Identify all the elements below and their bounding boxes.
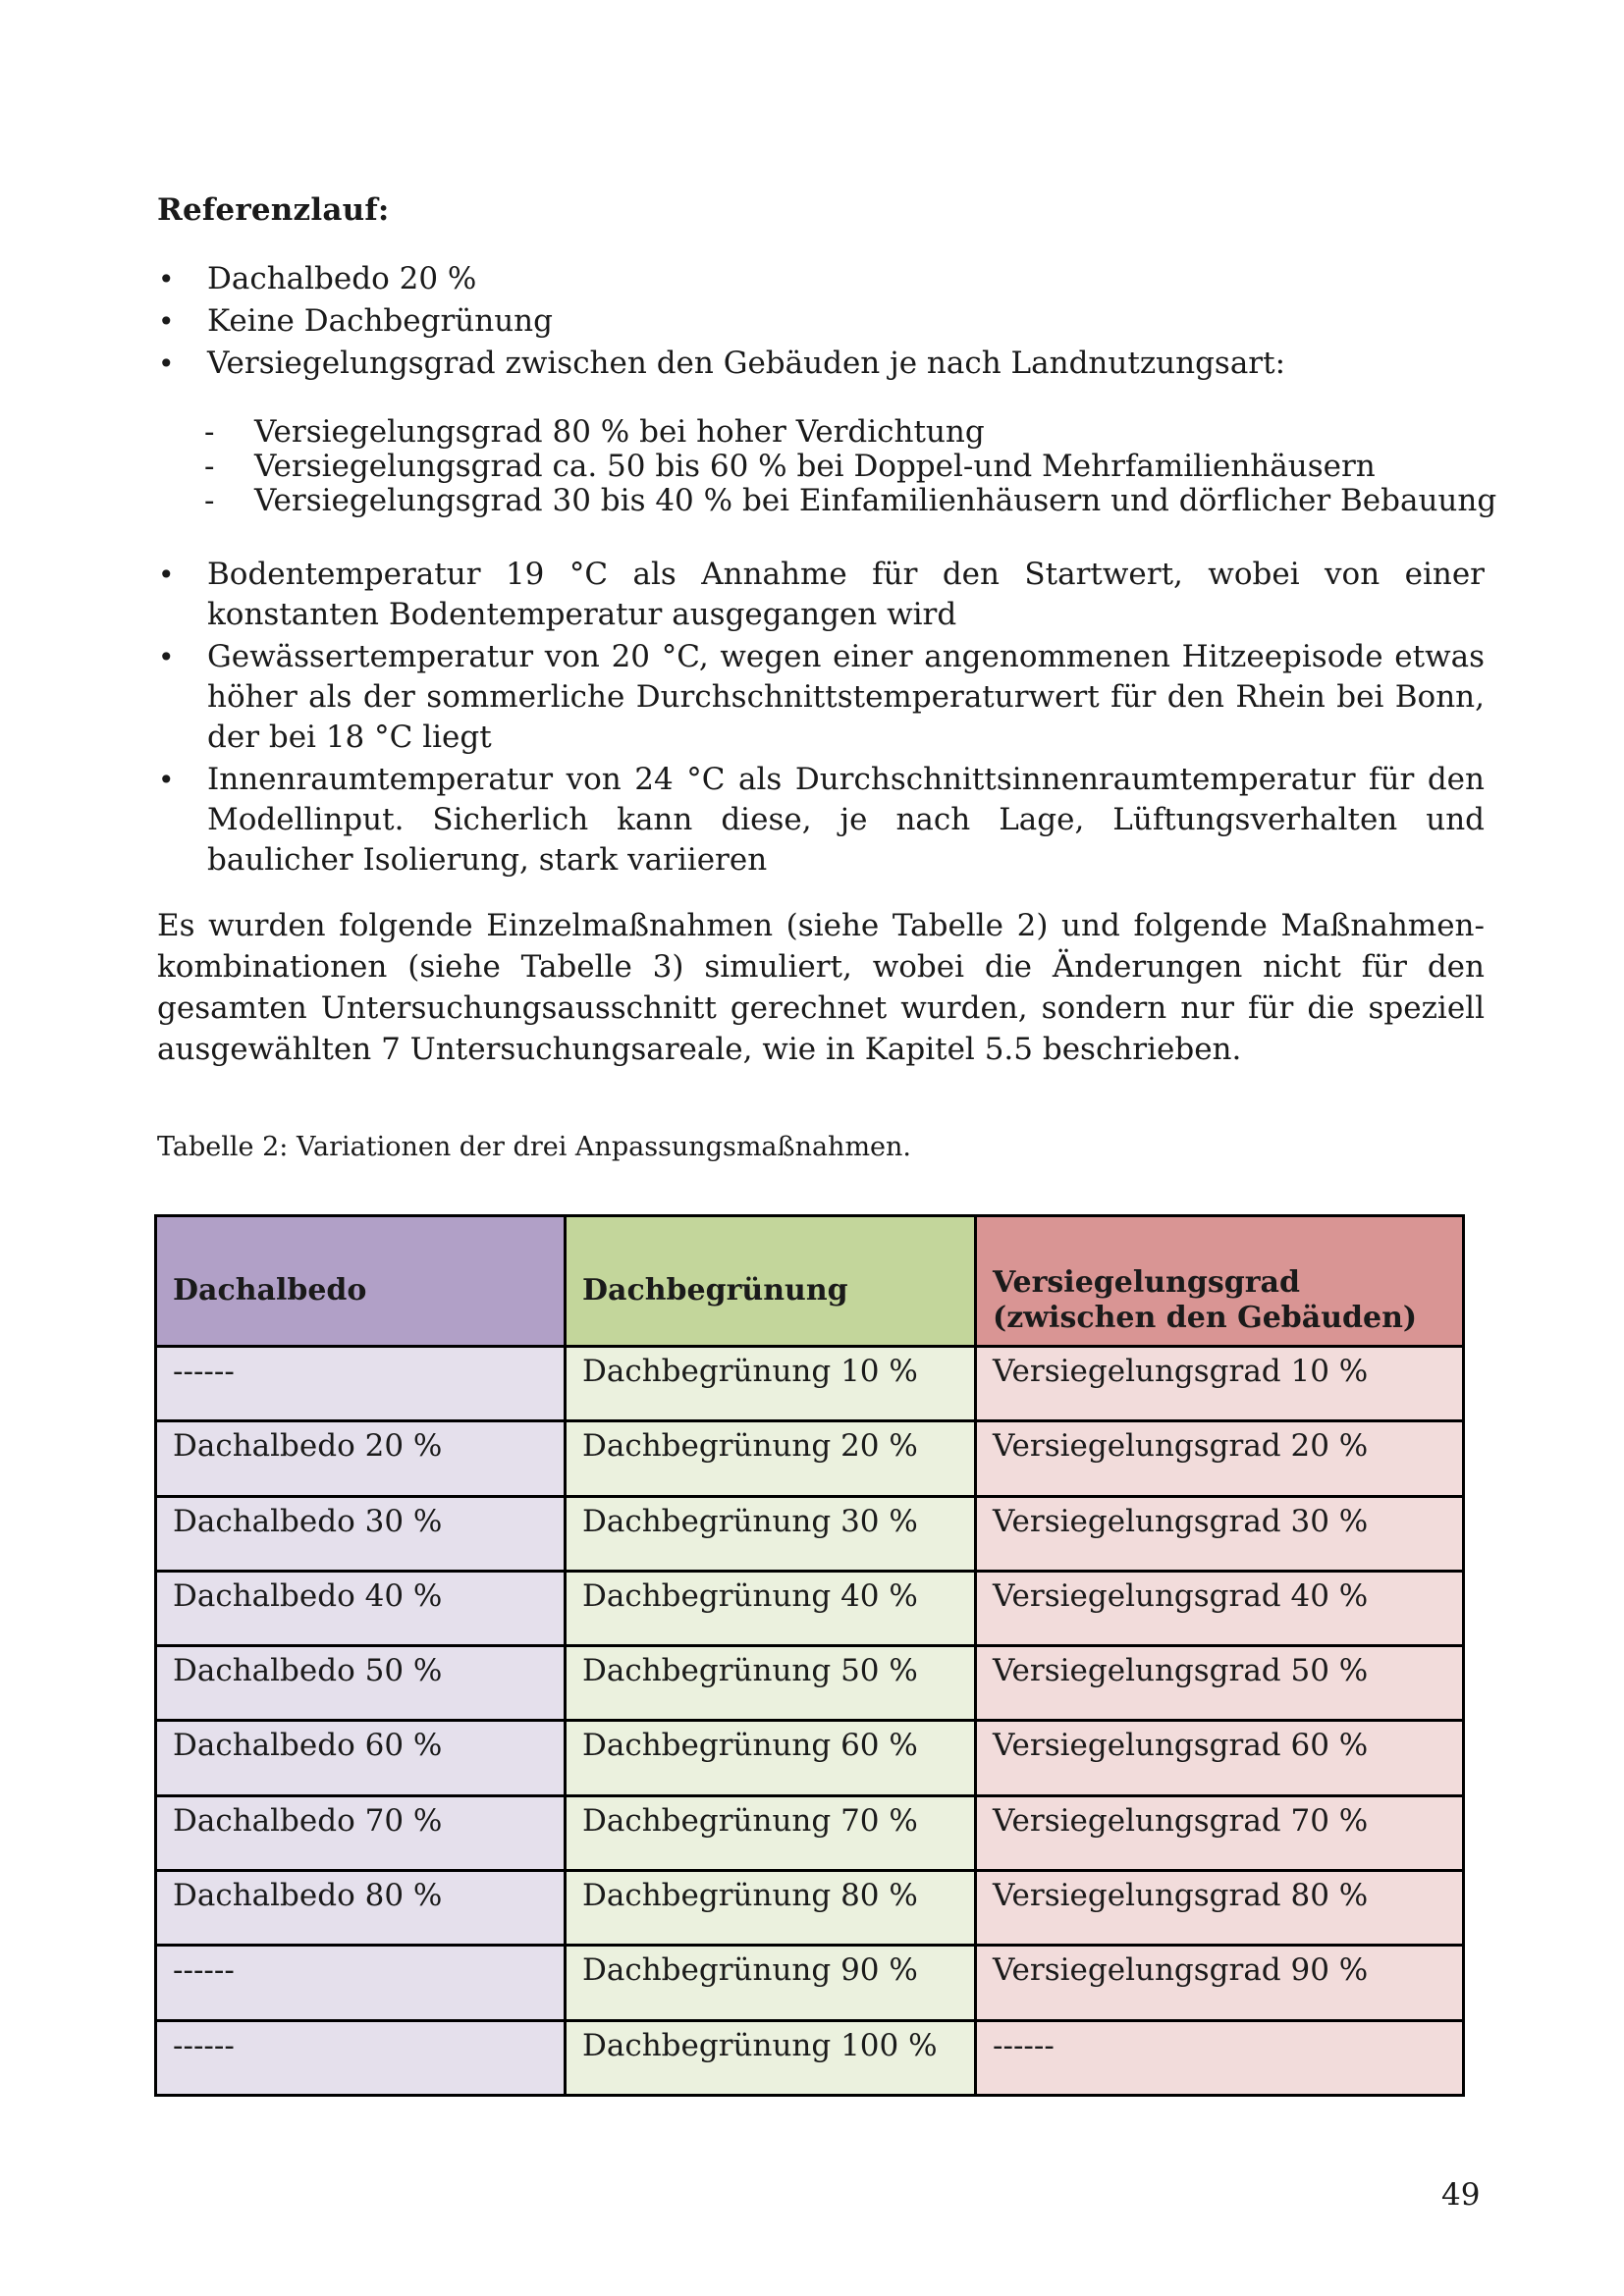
table-cell: Versiegelungsgrad 70 % (976, 1795, 1464, 1870)
sub-item: - Versiegelungsgrad 80 % bei hoher Verdichtung (204, 415, 1500, 450)
bullet-item: • Keine Dachbegrünung (157, 301, 1485, 342)
table-row (156, 1646, 1464, 1721)
table-cell: ------ (156, 1946, 566, 2020)
table-cell: Dachalbedo 80 % (156, 1871, 566, 1946)
table-cell: Dachbegrünung 70 % (566, 1795, 976, 1870)
table-cell: Dachalbedo 40 % (156, 1571, 566, 1645)
sub-item: - Versiegelungsgrad 30 bis 40 % bei Einfamilienhäusern und dörflicher Bebauung (204, 484, 1500, 518)
table-cell: Versiegelungsgrad 60 % (976, 1721, 1464, 1795)
table-cell: Dachbegrünung 100 % (566, 2020, 976, 2095)
table-cell: Dachalbedo 30 % (156, 1496, 566, 1571)
sub-item: - Versiegelungsgrad ca. 50 bis 60 % bei Doppel-und Mehrfamilienhäusern (204, 450, 1500, 484)
table-cell: Versiegelungsgrad 20 % (976, 1421, 1464, 1496)
table-row (156, 1347, 1464, 1421)
table-cell: Dachbegrünung 30 % (566, 1496, 976, 1571)
table-cell: Dachbegrünung 10 % (566, 1347, 976, 1421)
body-paragraph: Es wurden folgende Einzelmaßnahmen (siehe Tabelle 2) und folgende Maßnahmenkombinationen (siehe Tabelle 3) simuliert, wobei die Änderungen nicht für den gesamten Untersuchungsausschnitt gerechnet wurden, sondern nur für die speziell ausgewählten 7 Untersuchungsareale, wie in Kapitel 5.5 beschrieben. (157, 908, 1485, 1067)
table-cell: ------ (156, 1347, 566, 1421)
header-dachalbedo: Dachalbedo (156, 1216, 566, 1347)
bullet-item: • Versiegelungsgrad zwischen den Gebäuden je nach Landnutzungsart: (157, 344, 1485, 384)
table-cell: Dachalbedo 70 % (156, 1795, 566, 1870)
bullet-item: • Innenraumtemperatur von 24 °C als Durchschnittsinnenraumtemperatur für den Modellinput. Sicherlich kann diese, je nach Lage, Lüftungsverhalten und baulicher Isolierung, stark variieren (157, 760, 1485, 881)
table-row (156, 1721, 1464, 1795)
table-row (156, 1421, 1464, 1496)
bullet-item: • Gewässertemperatur von 20 °C, wegen einer angenommenen Hitzeepisode etwas höher als der sommerliche Durchschnittstemperaturwert für den Rhein bei Bonn, der bei 18 °C liegt (157, 637, 1485, 758)
table-cell: Versiegelungsgrad 10 % (976, 1347, 1464, 1421)
table-cell: Dachbegrünung 90 % (566, 1946, 976, 2020)
table-cell: Versiegelungsgrad 30 % (976, 1496, 1464, 1571)
table-row (156, 1946, 1464, 2020)
table-cell: Versiegelungsgrad 90 % (976, 1946, 1464, 2020)
reference-bullet-list (157, 259, 1485, 386)
table-caption: Tabelle 2: Variationen der drei Anpassungsmaßnahmen. (157, 1132, 911, 1162)
table-cell: ------ (976, 2020, 1464, 2095)
table-cell: Dachbegrünung 20 % (566, 1421, 976, 1496)
table-cell: Dachbegrünung 50 % (566, 1646, 976, 1721)
table-cell: Versiegelungsgrad 80 % (976, 1871, 1464, 1946)
table-cell: Dachalbedo 60 % (156, 1721, 566, 1795)
table-row (156, 2020, 1464, 2095)
table-row (156, 1871, 1464, 1946)
header-dachbegruenung: Dachbegrünung (566, 1216, 976, 1347)
table-row (156, 1571, 1464, 1645)
section-heading: Referenzlauf: (157, 192, 390, 228)
table-cell: Dachbegrünung 40 % (566, 1571, 976, 1645)
temperature-bullet-list (157, 555, 1485, 882)
bullet-item: • Dachalbedo 20 % (157, 259, 1485, 299)
page-number: 49 (1441, 2177, 1481, 2213)
bullet-item: • Bodentemperatur 19 °C als Annahme für den Startwert, wobei von einer konstanten Bodentemperatur ausgegangen wird (157, 555, 1485, 635)
table-row (156, 1496, 1464, 1571)
table-cell: Dachalbedo 50 % (156, 1646, 566, 1721)
table-cell: ------ (156, 2020, 566, 2095)
table-header-row (156, 1216, 1464, 1347)
table-cell: Versiegelungsgrad 50 % (976, 1646, 1464, 1721)
table-row (156, 1795, 1464, 1870)
table-cell: Dachbegrünung 80 % (566, 1871, 976, 1946)
sealing-sub-list (204, 415, 1500, 518)
table-cell: Dachalbedo 20 % (156, 1421, 566, 1496)
variations-table (154, 1214, 1465, 2097)
table-cell: Versiegelungsgrad 40 % (976, 1571, 1464, 1645)
header-versiegelungsgrad: Versiegelungsgrad (zwischen den Gebäuden) (976, 1216, 1464, 1347)
table-cell: Dachbegrünung 60 % (566, 1721, 976, 1795)
